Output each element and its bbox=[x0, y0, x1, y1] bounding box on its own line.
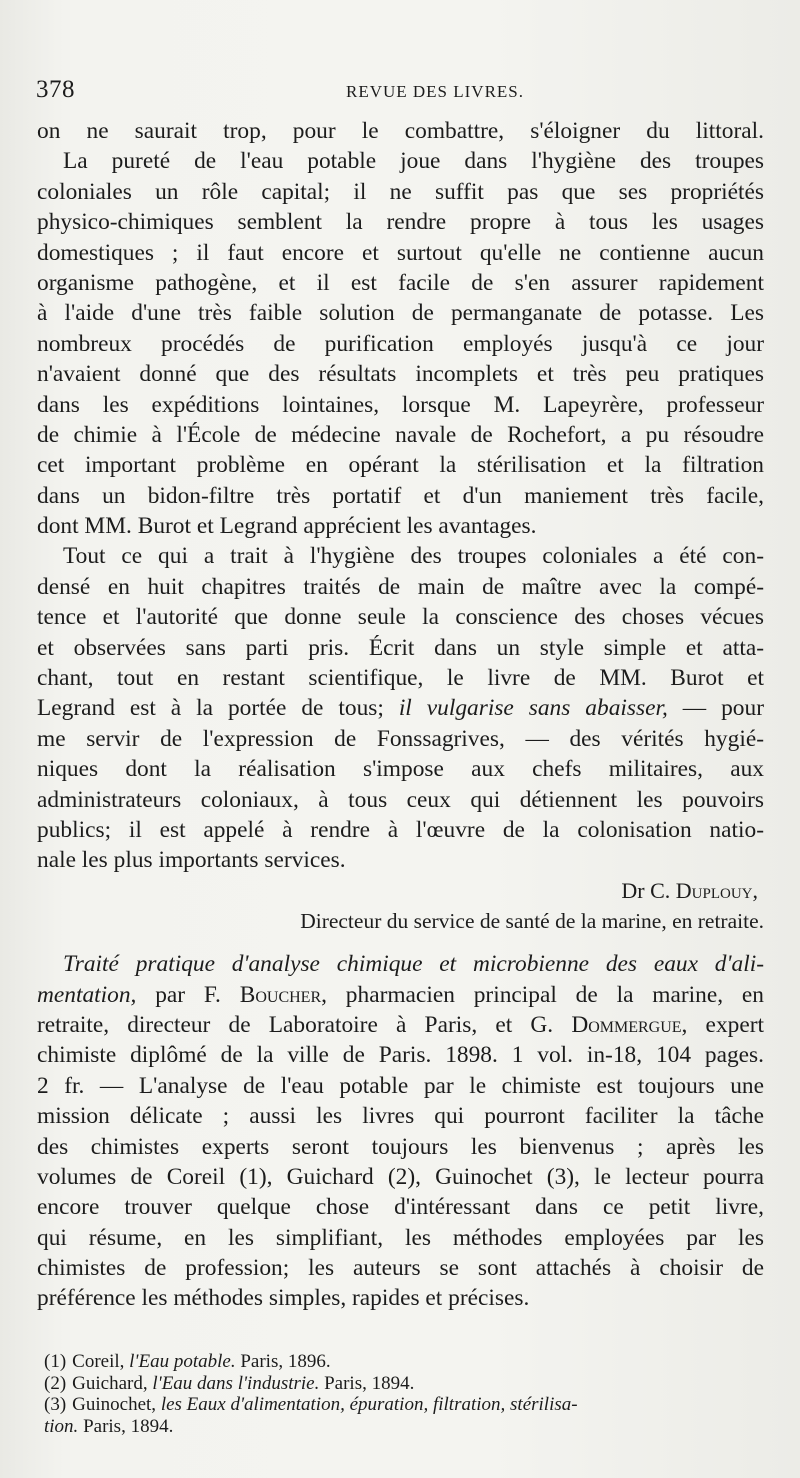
text-line: me servir de l'expression de Fonssagrives, — des vérités hygié- bbox=[37, 725, 764, 752]
text-line: dans les expéditions lointaines, lorsque M. Lapeyrère, professeur bbox=[37, 391, 764, 418]
footnote-title: l'Eau dans l'industrie. bbox=[152, 1372, 320, 1394]
review-signature bbox=[37, 876, 764, 906]
footnote-number: (2) bbox=[44, 1372, 67, 1394]
text-line: et observées sans parti pris. Écrit dans un style simple et atta- bbox=[37, 634, 764, 661]
text-line: à l'aide d'une très faible solution de permanganate de potasse. Les bbox=[37, 300, 764, 327]
text-line: chant, tout en restant scientifique, le livre de MM. Burot et bbox=[37, 665, 764, 692]
text-line: nale les plus importants services. bbox=[37, 847, 346, 874]
author-name: Dommergue bbox=[571, 1011, 682, 1038]
book-title-line bbox=[37, 949, 764, 979]
signature-name: Duplouy, bbox=[675, 877, 758, 903]
text-line: coloniales un rôle capital; il ne suffit pas que ses propriétés bbox=[37, 178, 764, 205]
text-line: de chimie à l'École de médecine navale de Rochefort, a pu résoudre bbox=[37, 421, 764, 448]
text-line: volumes de Coreil (1), Guichard (2), Guinochet (3), le lecteur pourra bbox=[37, 1163, 764, 1190]
footnote-continuation bbox=[44, 1416, 764, 1438]
text-line: dont MM. Burot et Legrand apprécient les avantages. bbox=[37, 513, 537, 540]
footnote-number: (1) bbox=[44, 1351, 67, 1372]
book-title: Traité pratique d'analyse chimique et microbienne des eaux d'ali- bbox=[63, 951, 764, 978]
section-gap bbox=[37, 937, 764, 949]
page-header bbox=[36, 76, 764, 110]
text-line: qui résume, en les simplifiant, les méthodes employées par les bbox=[37, 1224, 764, 1251]
footnote bbox=[44, 1373, 764, 1395]
text-line: encore trouver quelque chose d'intéressant dans ce petit livre, bbox=[37, 1194, 764, 1221]
footnote bbox=[44, 1394, 764, 1416]
text-line: nombreux procédés de purification employés jusqu'à ce jour bbox=[37, 330, 764, 357]
footnote-author: Coreil, bbox=[72, 1351, 130, 1372]
text-line: administrateurs coloniaux, à tous ceux qui détiennent les pouvoirs bbox=[37, 786, 764, 813]
author-name: Boucher bbox=[239, 981, 322, 1008]
footnote-author: Guinochet, bbox=[72, 1394, 161, 1415]
text-line: chimistes de profession; les auteurs se sont attachés à choisir de bbox=[37, 1255, 764, 1282]
text-line: physico-chimiques semblent la rendre propre à tous les usages bbox=[37, 209, 764, 236]
text-line: tence et l'autorité que donne seule la conscience des choses vécues bbox=[37, 604, 764, 631]
text-line: La pureté de l'eau potable joue dans l'hygiène des troupes bbox=[63, 148, 764, 175]
footnote-title: tion. bbox=[44, 1415, 79, 1437]
text-line: mission délicate ; aussi les livres qui pourront faciliter la tâche bbox=[37, 1103, 764, 1130]
book-title: mentation, bbox=[37, 981, 137, 1008]
text-line: niques dont la réalisation s'impose aux chefs militaires, aux bbox=[37, 756, 764, 783]
text-line: chimiste diplômé de la ville de Paris. 1898. 1 vol. in-18, 104 pages. bbox=[37, 1042, 764, 1069]
footnote-publication: Paris, 1894. bbox=[319, 1372, 415, 1394]
signature-affiliation: Directeur du service de santé de la marine, en retraite. bbox=[300, 909, 764, 934]
text-line: domestiques ; il faut encore et surtout qu'elle ne contienne aucun bbox=[37, 239, 764, 266]
footnote-title: les Eaux d'alimentation, épuration, filtration, stérilisa- bbox=[160, 1394, 578, 1415]
text-line: préférence les méthodes simples, rapides et précises. bbox=[37, 1285, 530, 1312]
text-line: dans un bidon-filtre très portatif et d'un maniement très facile, bbox=[37, 482, 764, 509]
quoted-phrase: il vulgarise sans abaisser, bbox=[398, 695, 668, 722]
text-run: Legrand est à la portée de tous; bbox=[37, 695, 399, 722]
text-line: n'avaient donné que des résultats incomplets et très peu pratiques bbox=[37, 361, 764, 388]
text-run: , pharmacien principal de la marine, en bbox=[321, 981, 764, 1008]
text-run: par F. bbox=[136, 981, 240, 1008]
footnote-title: l'Eau potable. bbox=[129, 1351, 236, 1372]
text-run: — pour bbox=[667, 695, 764, 722]
footnote-author: Guichard, bbox=[72, 1372, 153, 1394]
page-number: 378 bbox=[36, 76, 75, 103]
text-run: , expert bbox=[681, 1011, 765, 1038]
text-line: des chimistes experts seront toujours les bienvenus ; après les bbox=[37, 1133, 764, 1160]
text-line bbox=[37, 693, 764, 723]
text-run: retraite, directeur de Laboratoire à Paris, et G. bbox=[37, 1011, 572, 1038]
text-line: cet important problème en opérant la stérilisation et la filtration bbox=[37, 452, 764, 479]
signature-prefix: Dr C. bbox=[621, 877, 676, 903]
footnote-publication: Paris, 1894. bbox=[78, 1415, 174, 1437]
text-line: organisme pathogène, et il est facile de s'en assurer rapidement bbox=[37, 269, 764, 296]
text-line bbox=[37, 980, 764, 1010]
text-line bbox=[37, 1010, 764, 1040]
text-line: 2 fr. — L'analyse de l'eau potable par le chimiste est toujours une bbox=[37, 1072, 764, 1099]
running-head: REVUE DES LIVRES. bbox=[345, 82, 525, 101]
footnote bbox=[44, 1351, 764, 1373]
footnote-publication: Paris, 1896. bbox=[235, 1351, 331, 1372]
footnote-number: (3) bbox=[44, 1394, 67, 1415]
footnotes bbox=[44, 1351, 764, 1437]
text-line: densé en huit chapitres traités de main de maître avec la compé- bbox=[37, 573, 764, 600]
body-text bbox=[37, 116, 764, 1314]
text-line: Tout ce qui a trait à l'hygiène des troupes coloniales a été con- bbox=[63, 543, 764, 570]
text-line: on ne saurait trop, pour le combattre, s'éloigner du littoral. bbox=[37, 118, 764, 144]
text-line: publics; il est appelé à rendre à l'œuvre de la colonisation natio- bbox=[37, 816, 764, 843]
